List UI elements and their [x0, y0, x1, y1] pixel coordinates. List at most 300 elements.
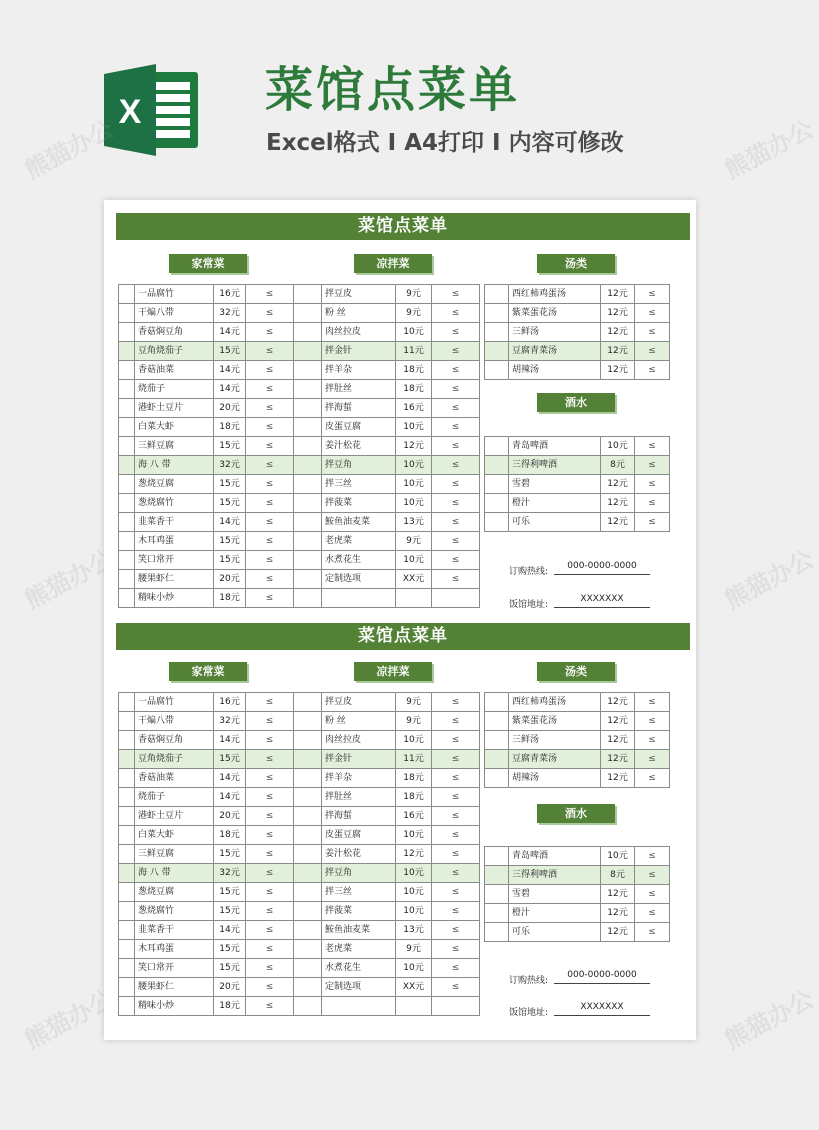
row-check-cell: [119, 693, 135, 712]
quantity-cell[interactable]: ≤: [635, 769, 670, 788]
quantity-cell[interactable]: ≤: [432, 902, 480, 921]
row-check-cell: [294, 864, 322, 883]
dish-name: 可乐: [509, 923, 601, 942]
dish-price: 12元: [601, 304, 635, 323]
quantity-cell[interactable]: ≤: [246, 997, 294, 1016]
quantity-cell[interactable]: ≤: [635, 513, 670, 532]
table-row: [294, 589, 480, 608]
table-row: [485, 769, 670, 788]
quantity-cell[interactable]: ≤: [246, 731, 294, 750]
table-row: [294, 361, 480, 380]
watermark: 熊猫办公: [720, 544, 819, 615]
row-check-cell: [294, 513, 322, 532]
dish-name: 木耳鸡蛋: [135, 532, 214, 551]
quantity-cell[interactable]: ≤: [432, 693, 480, 712]
table-row: [119, 826, 294, 845]
quantity-cell[interactable]: [432, 997, 480, 1016]
quantity-cell[interactable]: ≤: [432, 883, 480, 902]
quantity-cell[interactable]: ≤: [246, 978, 294, 997]
quantity-cell[interactable]: ≤: [432, 940, 480, 959]
row-check-cell: [294, 997, 322, 1016]
dish-price: [396, 997, 432, 1016]
table-row: [485, 885, 670, 904]
table-row: [119, 380, 294, 399]
dish-name: 海 八 带: [135, 864, 214, 883]
quantity-cell[interactable]: ≤: [635, 304, 670, 323]
quantity-cell[interactable]: ≤: [432, 475, 480, 494]
dish-price: 18元: [214, 418, 246, 437]
row-check-cell: [485, 494, 509, 513]
category-cold: 凉拌菜: [354, 254, 432, 273]
cold-dishes-table: [293, 284, 480, 608]
dish-price: 14元: [214, 380, 246, 399]
table-row: [485, 304, 670, 323]
quantity-cell[interactable]: ≤: [432, 570, 480, 589]
dish-name: 鮟鱼油麦菜: [322, 921, 396, 940]
dish-price: 9元: [396, 304, 432, 323]
row-check-cell: [294, 285, 322, 304]
dish-price: XX元: [396, 978, 432, 997]
dish-price: 14元: [214, 921, 246, 940]
row-check-cell: [485, 285, 509, 304]
row-check-cell: [294, 883, 322, 902]
dish-name: 胡辣汤: [509, 361, 601, 380]
table-row: [294, 418, 480, 437]
row-check-cell: [485, 769, 509, 788]
quantity-cell[interactable]: ≤: [635, 456, 670, 475]
row-check-cell: [294, 551, 322, 570]
table-row: [119, 845, 294, 864]
row-check-cell: [294, 731, 322, 750]
dish-name: 西红柿鸡蛋汤: [509, 693, 601, 712]
table-row: [294, 475, 480, 494]
dish-name: 姜汁松花: [322, 437, 396, 456]
dish-price: 11元: [396, 342, 432, 361]
dish-price: 10元: [396, 551, 432, 570]
quantity-cell[interactable]: ≤: [246, 551, 294, 570]
table-row: [119, 921, 294, 940]
table-row: [294, 532, 480, 551]
dish-price: 12元: [601, 712, 635, 731]
quantity-cell[interactable]: ≤: [432, 532, 480, 551]
row-check-cell: [294, 589, 322, 608]
dish-price: 32元: [214, 304, 246, 323]
dish-price: 18元: [396, 361, 432, 380]
quantity-cell[interactable]: ≤: [432, 342, 480, 361]
dish-name: 粉 丝: [322, 304, 396, 323]
table-row: [485, 923, 670, 942]
dish-price: 12元: [601, 342, 635, 361]
row-check-cell: [119, 380, 135, 399]
dish-name: 拌豆皮: [322, 285, 396, 304]
dish-name: 韭菜香干: [135, 513, 214, 532]
table-row: [119, 731, 294, 750]
dish-name: 一品腐竹: [135, 285, 214, 304]
table-row: [485, 847, 670, 866]
dish-name: 紫菜蛋花汤: [509, 712, 601, 731]
table-row: [485, 513, 670, 532]
table-row: [119, 750, 294, 769]
hotline-value: 000-0000-0000: [554, 561, 650, 575]
page-subtitle: Excel格式 I A4打印 I 内容可修改: [266, 130, 624, 156]
quantity-cell[interactable]: ≤: [246, 437, 294, 456]
quantity-cell[interactable]: ≤: [246, 769, 294, 788]
dish-name: 木耳鸡蛋: [135, 940, 214, 959]
dish-name: [322, 589, 396, 608]
row-check-cell: [485, 750, 509, 769]
quantity-cell[interactable]: ≤: [635, 923, 670, 942]
quantity-cell[interactable]: ≤: [432, 551, 480, 570]
row-check-cell: [294, 807, 322, 826]
table-row: [119, 513, 294, 532]
row-check-cell: [485, 513, 509, 532]
quantity-cell[interactable]: ≤: [246, 513, 294, 532]
quantity-cell[interactable]: ≤: [432, 845, 480, 864]
address-value: XXXXXXX: [554, 1002, 650, 1016]
quantity-cell[interactable]: ≤: [432, 826, 480, 845]
quantity-cell[interactable]: ≤: [246, 399, 294, 418]
dish-name: 拌菠菜: [322, 902, 396, 921]
quantity-cell[interactable]: ≤: [246, 826, 294, 845]
address-label: 饭馆地址:: [509, 600, 549, 610]
quantity-cell[interactable]: ≤: [432, 323, 480, 342]
row-check-cell: [119, 826, 135, 845]
table-row: [119, 693, 294, 712]
table-row: [119, 788, 294, 807]
row-check-cell: [485, 847, 509, 866]
dish-price: 12元: [601, 494, 635, 513]
table-row: [294, 845, 480, 864]
row-check-cell: [119, 769, 135, 788]
quantity-cell[interactable]: ≤: [432, 513, 480, 532]
watermark: 熊猫办公: [20, 114, 119, 185]
drinks-table: [484, 846, 670, 942]
row-check-cell: [294, 532, 322, 551]
row-check-cell: [119, 883, 135, 902]
quantity-cell[interactable]: ≤: [432, 399, 480, 418]
dish-name: 葱烧腐竹: [135, 902, 214, 921]
dish-name: 粉 丝: [322, 712, 396, 731]
dish-price: 10元: [396, 731, 432, 750]
table-row: [294, 437, 480, 456]
row-check-cell: [119, 456, 135, 475]
table-row: [119, 323, 294, 342]
quantity-cell[interactable]: ≤: [246, 323, 294, 342]
quantity-cell[interactable]: ≤: [246, 807, 294, 826]
row-check-cell: [119, 285, 135, 304]
table-row: [294, 712, 480, 731]
dish-price: 18元: [214, 589, 246, 608]
dish-name: 水煮花生: [322, 551, 396, 570]
dish-name: 皮蛋豆腐: [322, 826, 396, 845]
dish-name: 可乐: [509, 513, 601, 532]
quantity-cell[interactable]: ≤: [432, 921, 480, 940]
quantity-cell[interactable]: ≤: [635, 361, 670, 380]
quantity-cell[interactable]: ≤: [635, 885, 670, 904]
table-row: [119, 551, 294, 570]
quantity-cell[interactable]: ≤: [246, 959, 294, 978]
row-check-cell: [119, 978, 135, 997]
row-check-cell: [294, 475, 322, 494]
quantity-cell[interactable]: ≤: [432, 304, 480, 323]
dish-price: 20元: [214, 570, 246, 589]
table-row: [294, 959, 480, 978]
row-check-cell: [119, 845, 135, 864]
table-row: [294, 285, 480, 304]
dish-price: [396, 589, 432, 608]
quantity-cell[interactable]: ≤: [432, 978, 480, 997]
quantity-cell[interactable]: ≤: [246, 750, 294, 769]
row-check-cell: [294, 456, 322, 475]
quantity-cell[interactable]: ≤: [635, 712, 670, 731]
dish-name: 一品腐竹: [135, 693, 214, 712]
quantity-cell[interactable]: ≤: [635, 494, 670, 513]
quantity-cell[interactable]: ≤: [246, 940, 294, 959]
dish-price: 10元: [396, 494, 432, 513]
address-value: XXXXXXX: [554, 594, 650, 608]
quantity-cell[interactable]: ≤: [432, 712, 480, 731]
quantity-cell[interactable]: ≤: [635, 866, 670, 885]
dish-name: 拌海蜇: [322, 807, 396, 826]
row-check-cell: [119, 570, 135, 589]
row-check-cell: [294, 750, 322, 769]
quantity-cell[interactable]: ≤: [635, 475, 670, 494]
quantity-cell[interactable]: ≤: [635, 693, 670, 712]
quantity-cell[interactable]: ≤: [246, 342, 294, 361]
dish-name: 干煸八带: [135, 304, 214, 323]
quantity-cell[interactable]: ≤: [635, 904, 670, 923]
row-check-cell: [294, 845, 322, 864]
dish-name: 腰果虾仁: [135, 978, 214, 997]
dish-price: 15元: [214, 750, 246, 769]
table-row: [119, 399, 294, 418]
header: [0, 0, 800, 200]
dish-price: 16元: [214, 285, 246, 304]
row-check-cell: [294, 323, 322, 342]
table-row: [119, 437, 294, 456]
hotline: [509, 970, 659, 989]
row-check-cell: [119, 323, 135, 342]
row-check-cell: [294, 437, 322, 456]
home-dishes-table: [118, 284, 294, 608]
table-row: [119, 769, 294, 788]
table-row: [119, 712, 294, 731]
dish-name: 拌豆皮: [322, 693, 396, 712]
quantity-cell[interactable]: ≤: [246, 921, 294, 940]
quantity-cell[interactable]: ≤: [432, 959, 480, 978]
row-check-cell: [294, 826, 322, 845]
menu-sheet: [104, 200, 696, 1040]
dish-price: 16元: [214, 693, 246, 712]
quantity-cell[interactable]: ≤: [246, 883, 294, 902]
dish-name: 拌豆角: [322, 456, 396, 475]
row-check-cell: [485, 342, 509, 361]
dish-name: 皮蛋豆腐: [322, 418, 396, 437]
quantity-cell[interactable]: ≤: [246, 864, 294, 883]
quantity-cell[interactable]: ≤: [246, 475, 294, 494]
dish-name: 老虎菜: [322, 940, 396, 959]
hotline-label: 订购热线:: [509, 567, 549, 577]
dish-name: 豆角烧茄子: [135, 750, 214, 769]
quantity-cell[interactable]: ≤: [246, 380, 294, 399]
table-row: [294, 921, 480, 940]
row-check-cell: [485, 323, 509, 342]
row-check-cell: [119, 304, 135, 323]
quantity-cell[interactable]: ≤: [432, 769, 480, 788]
row-check-cell: [294, 693, 322, 712]
table-row: [119, 456, 294, 475]
dish-price: 12元: [601, 885, 635, 904]
quantity-cell[interactable]: ≤: [432, 380, 480, 399]
quantity-cell[interactable]: ≤: [246, 902, 294, 921]
quantity-cell[interactable]: ≤: [246, 845, 294, 864]
dish-price: 15元: [214, 342, 246, 361]
dish-name: 拌金针: [322, 750, 396, 769]
quantity-cell[interactable]: ≤: [432, 361, 480, 380]
row-check-cell: [119, 475, 135, 494]
dish-price: 12元: [601, 904, 635, 923]
row-check-cell: [485, 437, 509, 456]
quantity-cell[interactable]: ≤: [432, 864, 480, 883]
dish-price: 20元: [214, 399, 246, 418]
dish-name: 港虾土豆片: [135, 807, 214, 826]
dish-name: 拌三丝: [322, 475, 396, 494]
dish-name: 白菜大虾: [135, 418, 214, 437]
dish-name: 豆腐青菜汤: [509, 342, 601, 361]
quantity-cell[interactable]: ≤: [432, 788, 480, 807]
quantity-cell[interactable]: ≤: [635, 750, 670, 769]
quantity-cell[interactable]: ≤: [246, 712, 294, 731]
quantity-cell[interactable]: ≤: [432, 437, 480, 456]
quantity-cell[interactable]: ≤: [246, 532, 294, 551]
quantity-cell[interactable]: ≤: [432, 494, 480, 513]
quantity-cell[interactable]: ≤: [246, 456, 294, 475]
row-check-cell: [294, 902, 322, 921]
table-row: [485, 904, 670, 923]
dish-name: 拌豆角: [322, 864, 396, 883]
row-check-cell: [294, 380, 322, 399]
table-row: [294, 494, 480, 513]
dish-price: 18元: [214, 826, 246, 845]
dish-name: 姜汁松花: [322, 845, 396, 864]
table-row: [294, 323, 480, 342]
table-row: [294, 978, 480, 997]
dish-name: 精味小炒: [135, 997, 214, 1016]
quantity-cell[interactable]: ≤: [635, 342, 670, 361]
table-row: [294, 769, 480, 788]
quantity-cell[interactable]: ≤: [432, 456, 480, 475]
row-check-cell: [119, 532, 135, 551]
quantity-cell[interactable]: ≤: [246, 570, 294, 589]
dish-name: 葱烧腐竹: [135, 494, 214, 513]
dish-price: 10元: [396, 323, 432, 342]
row-check-cell: [119, 589, 135, 608]
quantity-cell[interactable]: ≤: [432, 750, 480, 769]
quantity-cell[interactable]: ≤: [635, 285, 670, 304]
row-check-cell: [119, 437, 135, 456]
row-check-cell: [294, 788, 322, 807]
dish-name: 三鲜汤: [509, 323, 601, 342]
dish-price: 12元: [601, 769, 635, 788]
quantity-cell[interactable]: ≤: [246, 418, 294, 437]
dish-price: 14元: [214, 731, 246, 750]
row-check-cell: [294, 921, 322, 940]
dish-name: 三鲜豆腐: [135, 437, 214, 456]
row-check-cell: [119, 864, 135, 883]
table-row: [119, 304, 294, 323]
table-row: [485, 437, 670, 456]
quantity-cell[interactable]: ≤: [432, 418, 480, 437]
quantity-cell[interactable]: ≤: [246, 494, 294, 513]
dish-name: 拌海蜇: [322, 399, 396, 418]
row-check-cell: [119, 788, 135, 807]
soup-table: [484, 692, 670, 788]
dish-price: 18元: [396, 788, 432, 807]
table-row: [485, 342, 670, 361]
quantity-cell[interactable]: ≤: [635, 731, 670, 750]
dish-price: 32元: [214, 864, 246, 883]
dish-name: 拌金针: [322, 342, 396, 361]
dish-name: 烧茄子: [135, 380, 214, 399]
quantity-cell[interactable]: ≤: [246, 285, 294, 304]
quantity-cell[interactable]: ≤: [246, 589, 294, 608]
dish-price: 14元: [214, 513, 246, 532]
dish-name: 拌肚丝: [322, 788, 396, 807]
row-check-cell: [119, 361, 135, 380]
quantity-cell[interactable]: [432, 589, 480, 608]
quantity-cell[interactable]: ≤: [432, 807, 480, 826]
excel-logo-letter: X: [118, 93, 142, 131]
quantity-cell[interactable]: ≤: [635, 847, 670, 866]
quantity-cell[interactable]: ≤: [635, 437, 670, 456]
quantity-cell[interactable]: ≤: [246, 693, 294, 712]
address-label: 饭馆地址:: [509, 1008, 549, 1018]
table-row: [119, 494, 294, 513]
table-row: [485, 866, 670, 885]
dish-price: 12元: [601, 923, 635, 942]
excel-logo-icon: [104, 62, 202, 158]
dish-price: 11元: [396, 750, 432, 769]
dish-name: 雪碧: [509, 475, 601, 494]
dish-name: 胡辣汤: [509, 769, 601, 788]
quantity-cell[interactable]: ≤: [432, 731, 480, 750]
dish-price: 32元: [214, 456, 246, 475]
table-row: [294, 399, 480, 418]
quantity-cell[interactable]: ≤: [635, 323, 670, 342]
dish-price: XX元: [396, 570, 432, 589]
quantity-cell[interactable]: ≤: [246, 304, 294, 323]
dish-price: 14元: [214, 361, 246, 380]
table-row: [119, 285, 294, 304]
table-row: [119, 883, 294, 902]
dish-price: 12元: [601, 513, 635, 532]
dish-name: 香菇油菜: [135, 361, 214, 380]
quantity-cell[interactable]: ≤: [432, 285, 480, 304]
table-row: [485, 361, 670, 380]
quantity-cell[interactable]: ≤: [246, 361, 294, 380]
row-check-cell: [294, 361, 322, 380]
row-check-cell: [119, 513, 135, 532]
dish-price: 9元: [396, 532, 432, 551]
table-row: [119, 864, 294, 883]
quantity-cell[interactable]: ≤: [246, 788, 294, 807]
table-row: [294, 750, 480, 769]
table-row: [294, 304, 480, 323]
dish-price: 18元: [396, 380, 432, 399]
dish-name: 香菇焖豆角: [135, 323, 214, 342]
menu-block: [104, 200, 696, 610]
row-check-cell: [294, 342, 322, 361]
